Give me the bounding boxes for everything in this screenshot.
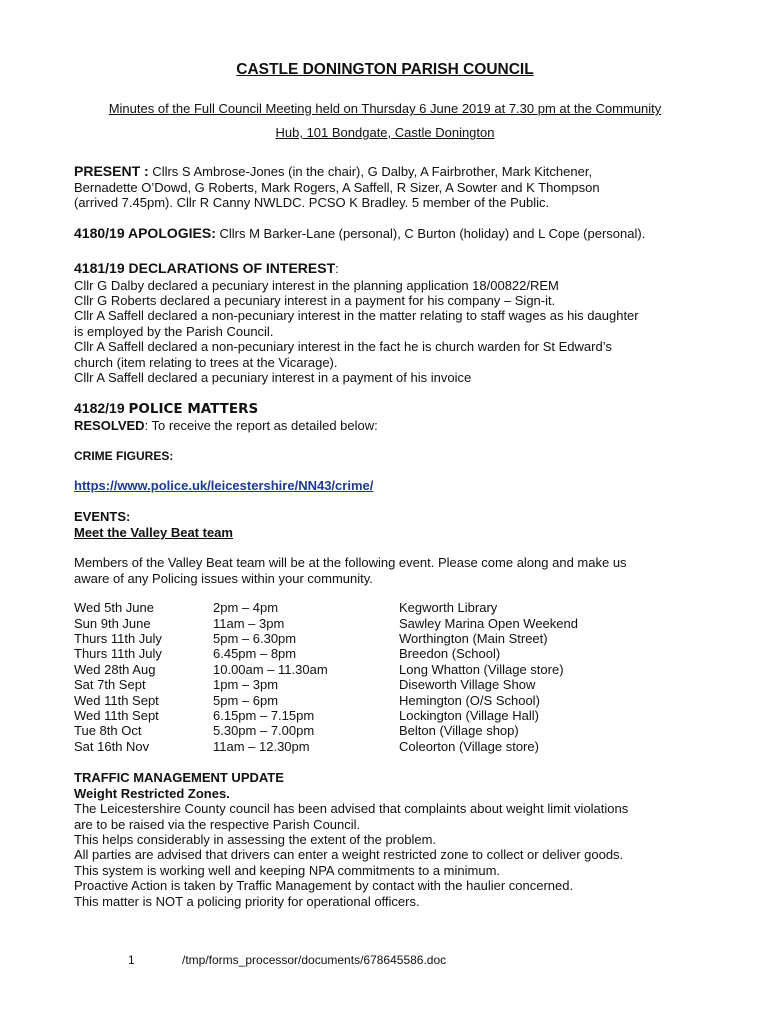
schedule-date: Wed 28th Aug (74, 662, 156, 677)
apologies-section (74, 226, 645, 242)
schedule-time: 5.30pm – 7.00pm (213, 723, 315, 738)
police-heading-number: 4182/19 (74, 400, 129, 416)
schedule-date: Thurs 11th July (74, 631, 162, 646)
events-intro-line-1: Members of the Valley Beat team will be at the following event. Please come along and make us (74, 555, 627, 570)
page-number: 1 (128, 953, 135, 967)
declaration-line: Cllr A Saffell declared a non-pecuniary interest in the matter relating to staff wages as his daughter (74, 308, 639, 323)
schedule-venue: Lockington (Village Hall) (399, 708, 539, 723)
schedule-date: Sat 16th Nov (74, 739, 150, 754)
schedule-time: 2pm – 4pm (213, 600, 279, 615)
schedule-time: 1pm – 3pm (213, 677, 279, 692)
schedule-date: Thurs 11th July (74, 646, 162, 661)
schedule-time: 11am – 3pm (213, 616, 285, 631)
declarations-heading: 4181/19 DECLARATIONS OF INTEREST (74, 260, 336, 276)
footer-file-path: /tmp/forms_processor/documents/678645586.doc (182, 953, 447, 967)
schedule-venue: Belton (Village shop) (399, 723, 519, 738)
schedule-venue: Worthington (Main Street) (399, 631, 548, 646)
events-label: EVENTS: (74, 509, 131, 524)
traffic-line: This matter is NOT a policing priority for operational officers. (74, 894, 420, 909)
declaration-line: Cllr A Saffell declared a non-pecuniary interest in the fact he is church warden for St Edward’s (74, 339, 612, 354)
schedule-time: 10.00am – 11.30am (213, 662, 328, 677)
police-heading: POLICE MATTERS (128, 401, 259, 417)
schedule-venue: Long Whatton (Village store) (399, 662, 564, 677)
crime-figures-link[interactable]: https://www.police.uk/leicestershire/NN43/crime/ (74, 478, 374, 493)
traffic-line: The Leicestershire County council has been advised that complaints about weight limit violations (74, 801, 629, 816)
page-title: CASTLE DONINGTON PARISH COUNCIL (236, 61, 534, 78)
events-subheading: Meet the Valley Beat team (74, 525, 233, 540)
schedule-date: Wed 5th June (74, 600, 154, 615)
schedule-venue: Coleorton (Village store) (399, 739, 539, 754)
apologies-text: Cllrs M Barker-Lane (personal), C Burton (holiday) and L Cope (personal). (215, 226, 646, 241)
schedule-venue: Breedon (School) (399, 646, 501, 661)
schedule-time: 6.45pm – 8pm (213, 646, 297, 661)
resolved-label: RESOLVED (74, 418, 145, 433)
declaration-line: church (item relating to trees at the Vicarage). (74, 355, 338, 370)
police-heading-row (74, 401, 258, 418)
present-line-1: PRESENT : Cllrs S Ambrose-Jones (in the chair), G Dalby, A Fairbrother, Mark Kitchener, (74, 163, 593, 179)
schedule-time: 6.15pm – 7.15pm (213, 708, 315, 723)
traffic-heading: TRAFFIC MANAGEMENT UPDATE (74, 770, 284, 785)
schedule-date: Tue 8th Oct (74, 723, 142, 738)
police-resolved: RESOLVED: To receive the report as detailed below: (74, 418, 378, 433)
declarations-heading-row: 4181/19 DECLARATIONS OF INTEREST: (74, 260, 339, 276)
apologies-heading: 4180/19 APOLOGIES: (74, 225, 216, 241)
declaration-line: Cllr A Saffell declared a pecuniary interest in a payment of his invoice (74, 370, 472, 385)
schedule-time: 5pm – 6pm (213, 693, 279, 708)
schedule-date: Sun 9th June (74, 616, 151, 631)
declaration-line: Cllr G Dalby declared a pecuniary interest in the planning application 18/00822/REM (74, 278, 559, 293)
meeting-subtitle-line-2: Hub, 101 Bondgate, Castle Donington (275, 125, 495, 140)
schedule-time: 5pm – 6.30pm (213, 631, 297, 646)
traffic-line: This system is working well and keeping NPA commitments to a minimum. (74, 863, 501, 878)
schedule-venue: Kegworth Library (399, 600, 498, 615)
traffic-line: Proactive Action is taken by Traffic Management by contact with the haulier concerned. (74, 878, 574, 893)
traffic-line: are to be raised via the respective Parish Council. (74, 817, 361, 832)
traffic-line: This helps considerably in assessing the extent of the problem. (74, 832, 437, 847)
crime-figures-label: CRIME FIGURES: (74, 449, 174, 463)
events-intro-line-2: aware of any Policing issues within your community. (74, 571, 373, 586)
traffic-subheading: Weight Restricted Zones. (74, 786, 230, 801)
present-label: PRESENT : (74, 163, 149, 179)
meeting-subtitle-line-1: Minutes of the Full Council Meeting held on Thursday 6 June 2019 at 7.30 pm at the Community (108, 101, 662, 116)
crime-link-row (74, 478, 373, 494)
declaration-line: Cllr G Roberts declared a pecuniary interest in a payment for his company – Sign-it. (74, 293, 556, 308)
present-line-2: Bernadette O’Dowd, G Roberts, Mark Rogers, A Saffell, R Sizer, A Sowter and K Thompson (74, 180, 600, 195)
schedule-venue: Hemington (O/S School) (399, 693, 540, 708)
declaration-line: is employed by the Parish Council. (74, 324, 274, 339)
traffic-line: All parties are advised that drivers can enter a weight restricted zone to collect or deliver goods. (74, 847, 624, 862)
schedule-venue: Diseworth Village Show (399, 677, 536, 692)
schedule-date: Wed 11th Sept (74, 708, 159, 723)
schedule-date: Wed 11th Sept (74, 693, 159, 708)
schedule-date: Sat 7th Sept (74, 677, 146, 692)
present-line-3: (arrived 7.45pm). Cllr R Canny NWLDC. PCSO K Bradley. 5 member of the Public. (74, 195, 550, 210)
schedule-venue: Sawley Marina Open Weekend (399, 616, 578, 631)
schedule-time: 11am – 12.30pm (213, 739, 310, 754)
